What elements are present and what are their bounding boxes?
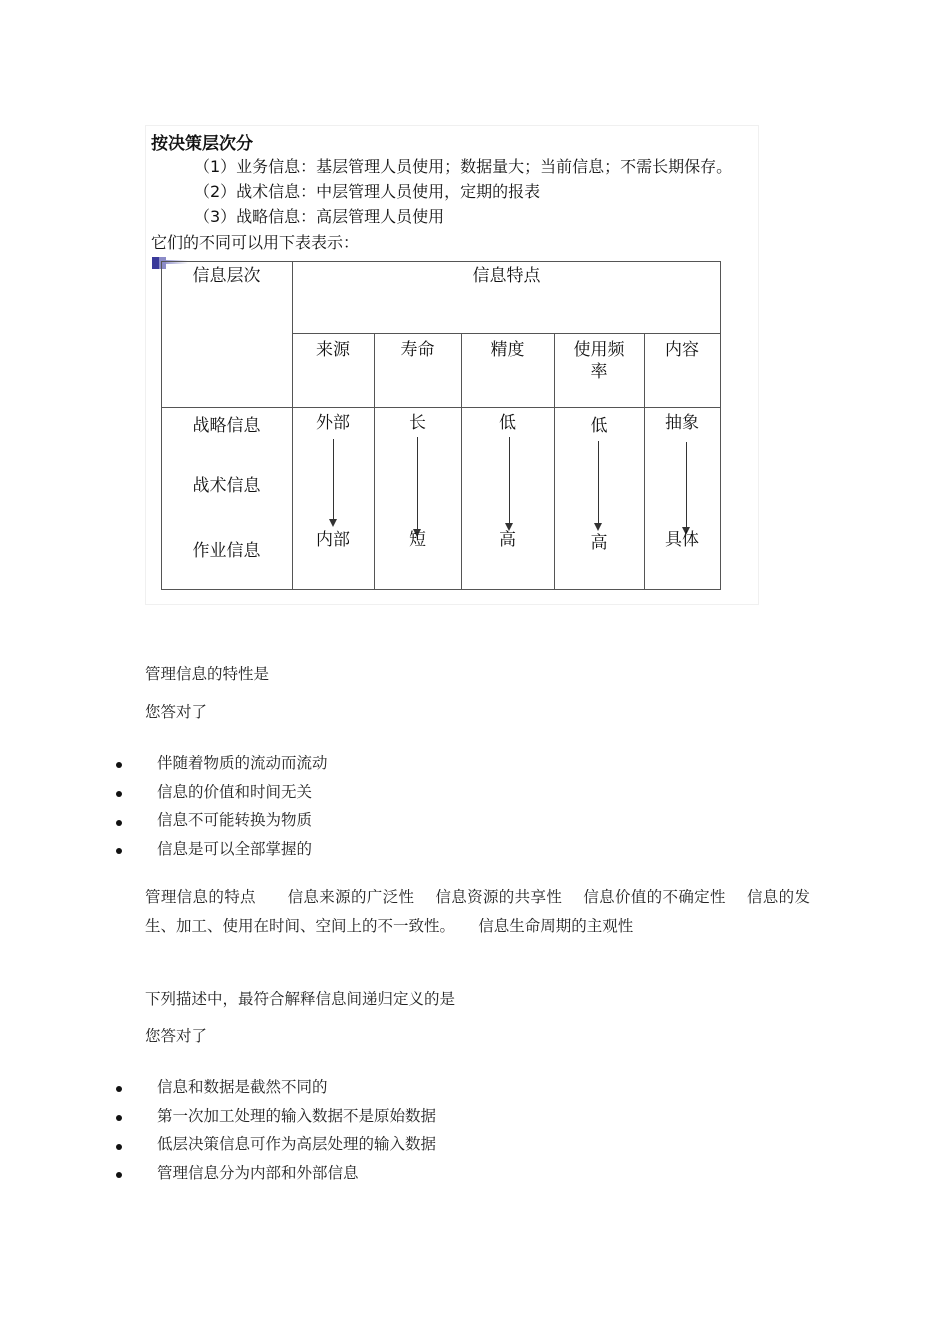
level-tactical: 战术信息 [192,476,261,496]
value-lifespan-top: 长 [409,413,426,433]
table-border-bottom [161,589,721,590]
q1-option-4[interactable]: 信息是可以全部掌握的 [157,840,313,858]
question-1: 管理信息的特性是 [145,665,270,683]
header-source: 来源 [316,340,350,360]
q1-option-3[interactable]: 信息不可能转换为物质 [157,811,313,829]
table-divider-group [292,333,721,334]
q1-option-1[interactable]: 伴随着物质的流动而流动 [157,754,328,772]
q2-option-1[interactable]: 信息和数据是截然不同的 [157,1078,328,1096]
bullet-icon [116,1144,122,1150]
figure-item-tactical: （2）战术信息：中层管理人员使用，定期的报表 [194,182,541,201]
q2-option-3[interactable]: 低层决策信息可作为高层处理的输入数据 [157,1135,437,1153]
bullet-icon [116,791,122,797]
level-strategic: 战略信息 [192,416,261,436]
bullet-icon [116,762,122,768]
down-arrow-icon [686,442,687,528]
value-content-bottom: 具体 [665,530,699,550]
value-frequency-top: 低 [590,416,608,436]
down-arrow-icon [333,439,334,520]
info-level-table [161,261,721,589]
bullet-icon [116,1115,122,1121]
level-operational: 作业信息 [192,541,261,561]
header-content: 内容 [665,340,699,360]
value-frequency-bottom: 高 [590,533,608,553]
table-divider-header [161,407,721,408]
down-arrow-icon [509,437,510,524]
table-border-top [161,261,721,262]
value-source-bottom: 内部 [316,530,350,550]
bullet-icon [116,848,122,854]
down-arrow-icon [417,437,418,530]
value-lifespan-bottom: 短 [409,530,426,550]
decision-level-figure [145,125,759,605]
figure-item-operational: （1）业务信息：基层管理人员使用；数据量大；当前信息；不需长期保存。 [194,157,733,176]
figure-intro: 它们的不同可以用下表表示： [151,233,360,252]
q2-option-4[interactable]: 管理信息分为内部和外部信息 [157,1164,359,1182]
bullet-icon [116,1172,122,1178]
header-info-level: 信息层次 [192,266,261,286]
value-source-top: 外部 [316,413,350,433]
figure-item-strategic: （3）战略信息：高层管理人员使用 [194,207,445,226]
bullet-icon [116,1086,122,1092]
feedback-2: 您答对了 [145,1027,208,1045]
down-arrow-icon [598,441,599,524]
question-2: 下列描述中，最符合解释信息间递归定义的是 [145,990,456,1008]
header-precision: 精度 [490,340,525,360]
q1-option-2[interactable]: 信息的价值和时间无关 [157,783,313,801]
explanation-1: 管理信息的特点 信息来源的广泛性 信息资源的共享性 信息价值的不确定性 信息的发生、加工、使用在时间、空间上的不一致性。 信息生命周期的主观性 [145,888,810,935]
table-border-right [720,261,721,589]
value-precision-bottom: 高 [499,530,516,550]
q2-option-2[interactable]: 第一次加工处理的输入数据不是原始数据 [157,1107,437,1125]
value-content-top: 抽象 [665,413,699,433]
value-precision-top: 低 [499,413,516,433]
header-info-features: 信息特点 [472,266,541,286]
header-frequency: 使用频率 [573,340,625,382]
figure-title: 按决策层次分 [151,134,253,154]
bullet-icon [116,820,122,826]
header-lifespan: 寿命 [400,340,435,360]
feedback-1: 您答对了 [145,703,208,721]
